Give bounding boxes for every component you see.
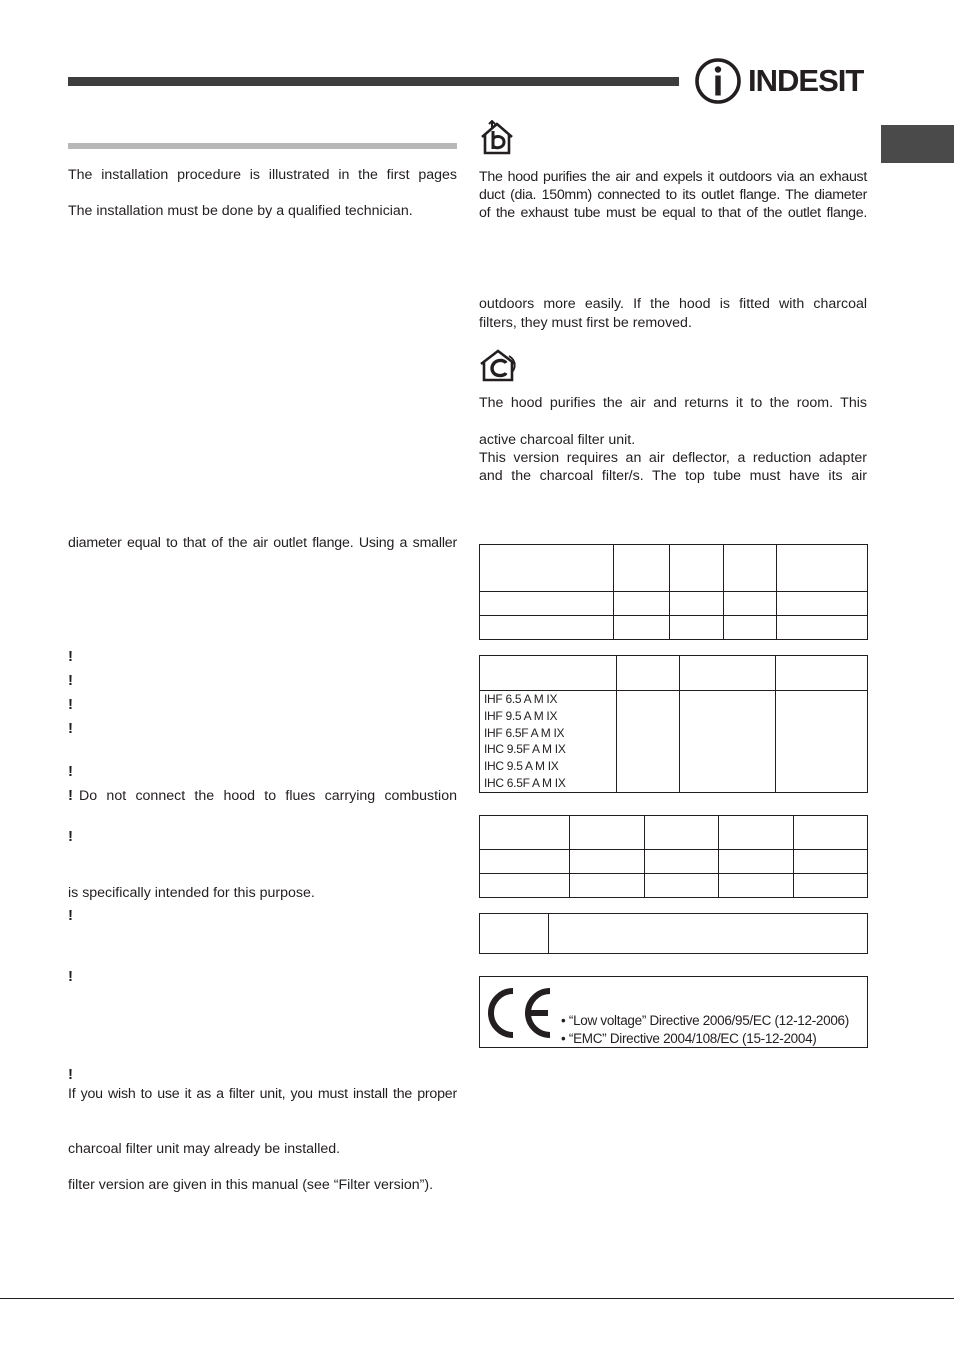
- ducted-version-icon: [479, 120, 515, 156]
- table-row: [480, 545, 868, 592]
- warning-mark: !: [68, 968, 73, 985]
- spec-table-3: [479, 815, 868, 898]
- table-row: [480, 616, 868, 640]
- ce-compliance-box: [479, 976, 868, 1048]
- warning-mark: !: [68, 907, 73, 924]
- table-row: [480, 914, 868, 954]
- intro-line-2: The installation must be done by a qualified technician.: [68, 203, 413, 219]
- ducted-text-3: of the exhaust tube must be equal to that of the outlet flange.: [479, 205, 867, 221]
- table-row: [480, 691, 868, 793]
- warning-mark: !: [68, 828, 73, 845]
- warning-mark: !: [68, 1066, 73, 1083]
- model-name: IHC 9.5F A M IX: [484, 742, 566, 757]
- filter-text-1: The hood purifies the air and returns it to the room. This: [479, 395, 867, 411]
- warning-mark: !: [68, 720, 73, 737]
- model-name: IHC 6.5F A M IX: [484, 775, 566, 790]
- language-tab: [881, 125, 954, 163]
- model-name: IHF 9.5 A M IX: [484, 708, 558, 723]
- filter-text-3: This version requires an air deflector, a reduction adapter: [479, 450, 867, 466]
- spec-table-4: [479, 913, 868, 954]
- filter-version-reference: filter version are given in this manual (see “Filter version”).: [68, 1177, 434, 1193]
- charcoal-installed-line: charcoal filter unit may already be installed.: [68, 1141, 341, 1157]
- warning-mark: !: [68, 763, 73, 780]
- warning-mark: !: [68, 787, 73, 804]
- brand-name: INDESIT: [748, 63, 864, 98]
- filter-unit-line: If you wish to use it as a filter unit, you must install the proper: [68, 1086, 457, 1102]
- model-name: IHC 9.5 A M IX: [484, 759, 559, 774]
- filter-text-4: and the charcoal filter/s. The top tube must have its air: [479, 468, 867, 484]
- brand-logo-icon: [693, 56, 743, 106]
- models-table: [479, 655, 868, 793]
- model-name: IHF 6.5F A M IX: [484, 725, 565, 740]
- table-row: [480, 850, 868, 874]
- model-name: IHF 6.5 A M IX: [484, 692, 558, 706]
- filter-version-icon: [479, 348, 519, 382]
- spec-table-1: [479, 544, 868, 640]
- table-row: [480, 874, 868, 898]
- table-row: [480, 656, 868, 691]
- table-row: [480, 592, 868, 616]
- intro-line-1: The installation procedure is illustrated in the first pages: [68, 167, 457, 183]
- filter-text-2: active charcoal filter unit.: [479, 432, 636, 448]
- header-rule: [68, 77, 679, 86]
- diameter-line: diameter equal to that of the air outlet flange. Using a smaller: [68, 535, 457, 551]
- warning-mark: !: [68, 672, 73, 689]
- flues-warning: Do not connect the hood to flues carrying combustion: [79, 788, 457, 804]
- ducted-text-2: duct (dia. 150mm) connected to its outlet flange. The diameter: [479, 187, 867, 203]
- warning-mark: !: [68, 648, 73, 665]
- ce-directive-emc: • “EMC” Directive 2004/108/EC (15-12-2004): [561, 1031, 817, 1046]
- outdoors-text-2: filters, they must first be removed.: [479, 315, 692, 331]
- ce-mark-icon: [484, 985, 556, 1041]
- warning-mark: !: [68, 696, 73, 713]
- ducted-text-1: The hood purifies the air and expels it outdoors via an exhaust: [479, 169, 867, 185]
- footer-rule: [0, 1298, 954, 1299]
- table-row: [480, 816, 868, 850]
- ce-directive-low-voltage: • “Low voltage” Directive 2006/95/EC (12-12-2006): [561, 1013, 849, 1028]
- outdoors-text-1: outdoors more easily. If the hood is fitted with charcoal: [479, 296, 867, 312]
- intended-line: is specifically intended for this purpose.: [68, 885, 315, 901]
- section-heading-rule: [68, 143, 457, 149]
- brand-logo: [693, 56, 871, 106]
